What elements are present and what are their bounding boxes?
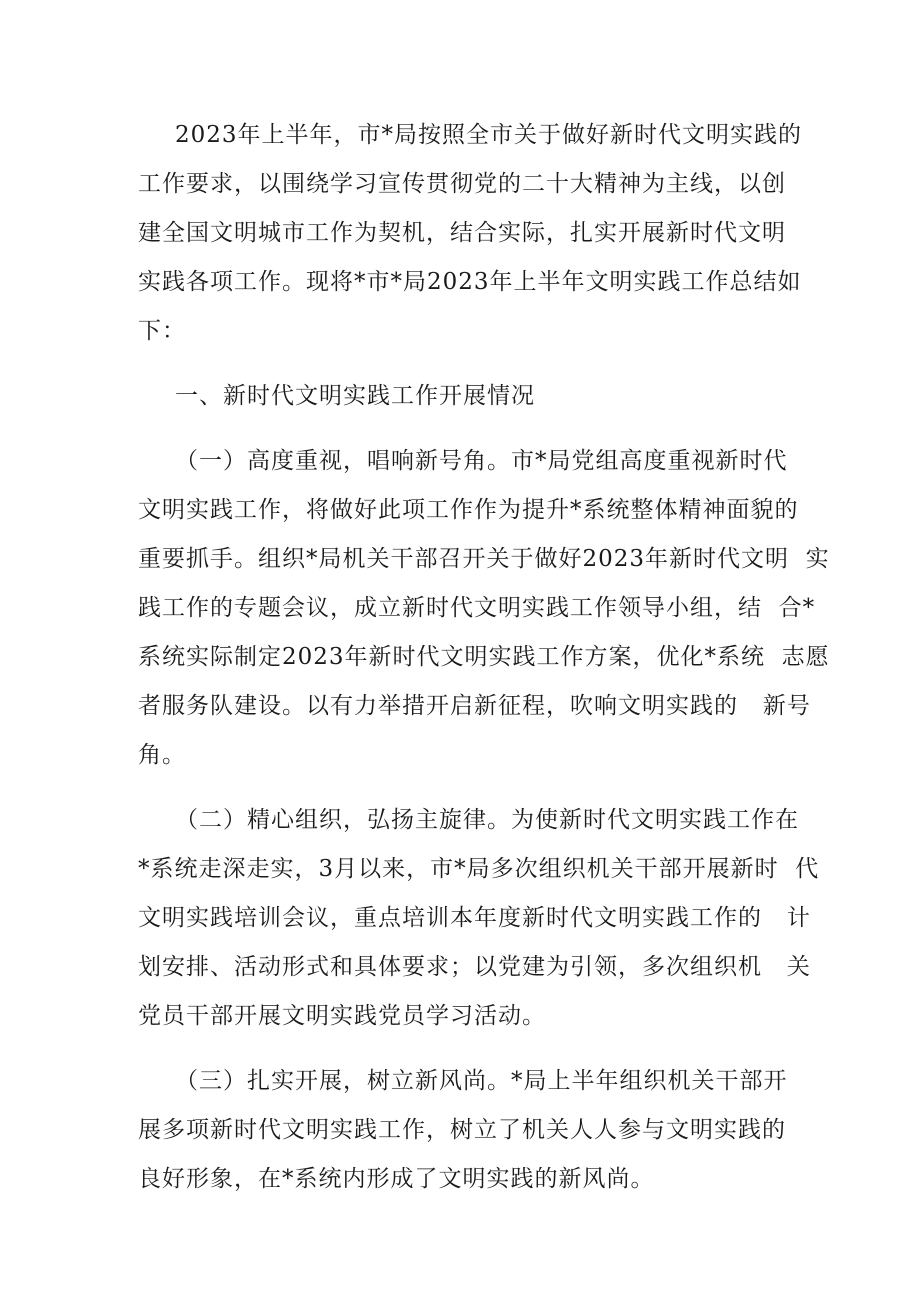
text-line: 文明实践培训会议，重点培训本年度新时代文明实践工作的 计 xyxy=(138,905,811,931)
item-three-paragraph xyxy=(138,1057,788,1204)
text-line: 良好形象，在*系统内形成了文明实践的新风尚。 xyxy=(138,1166,655,1192)
paragraph-spacer xyxy=(138,1041,778,1057)
text-line: 实践各项工作。现将*市*局2023年上半年文明实践工作总结如 xyxy=(138,269,802,295)
intro-paragraph xyxy=(138,111,803,356)
text-line: 建全国文明城市工作为契机，结合实际，扎实开展新时代文明 xyxy=(138,220,786,246)
text-line: *系统走深走实，3月以来，市*局多次组织机关干部开展新时 代 xyxy=(138,856,820,882)
text-line: （二）精心组织，弘扬主旋律。为使新时代文明实践工作在 xyxy=(175,807,799,833)
paragraph-spacer xyxy=(138,780,778,796)
item-one-paragraph xyxy=(138,437,830,780)
text-line: 重要抓手。组织*局机关干部召开关于做好2023年新时代文明 实 xyxy=(138,546,830,572)
text-line: 践工作的专题会议，成立新时代文明实践工作领导小组，结 合* xyxy=(138,595,816,621)
text-line: （三）扎实开展，树立新风尚。*局上半年组织机关干部开 xyxy=(175,1068,788,1094)
document-body xyxy=(138,111,830,1204)
text-line: 党员干部开展文明实践党员学习活动。 xyxy=(138,1003,546,1029)
text-line: 下： xyxy=(138,318,186,344)
text-line: 系统实际制定2023年新时代文明实践工作方案，优化*系统 志愿 xyxy=(138,644,830,670)
item-two-paragraph xyxy=(138,796,820,1041)
paragraph-spacer xyxy=(138,421,778,437)
paragraph-spacer xyxy=(138,356,778,372)
text-line: 者服务队建设。以有力举措开启新征程，吹响文明实践的 新号 xyxy=(138,693,811,719)
text-line: （一）高度重视，唱响新号角。市*局党组高度重视新时代 xyxy=(175,448,788,474)
text-line: 工作要求，以围绕学习宣传贯彻党的二十大精神为主线，以创 xyxy=(138,171,786,197)
text-line: 2023年上半年，市*局按照全市关于做好新时代文明实践的 xyxy=(175,122,803,148)
text-line: 文明实践工作，将做好此项工作作为提升*系统整体精神面貌的 xyxy=(138,497,799,523)
text-line: 角。 xyxy=(138,742,186,768)
text-line: 划安排、活动形式和具体要求；以党建为引领，多次组织机 关 xyxy=(138,954,811,980)
text-line: 展多项新时代文明实践工作，树立了机关人人参与文明实践的 xyxy=(138,1117,786,1143)
section-heading xyxy=(138,372,778,421)
heading-text: 一、新时代文明实践工作开展情况 xyxy=(175,383,535,409)
